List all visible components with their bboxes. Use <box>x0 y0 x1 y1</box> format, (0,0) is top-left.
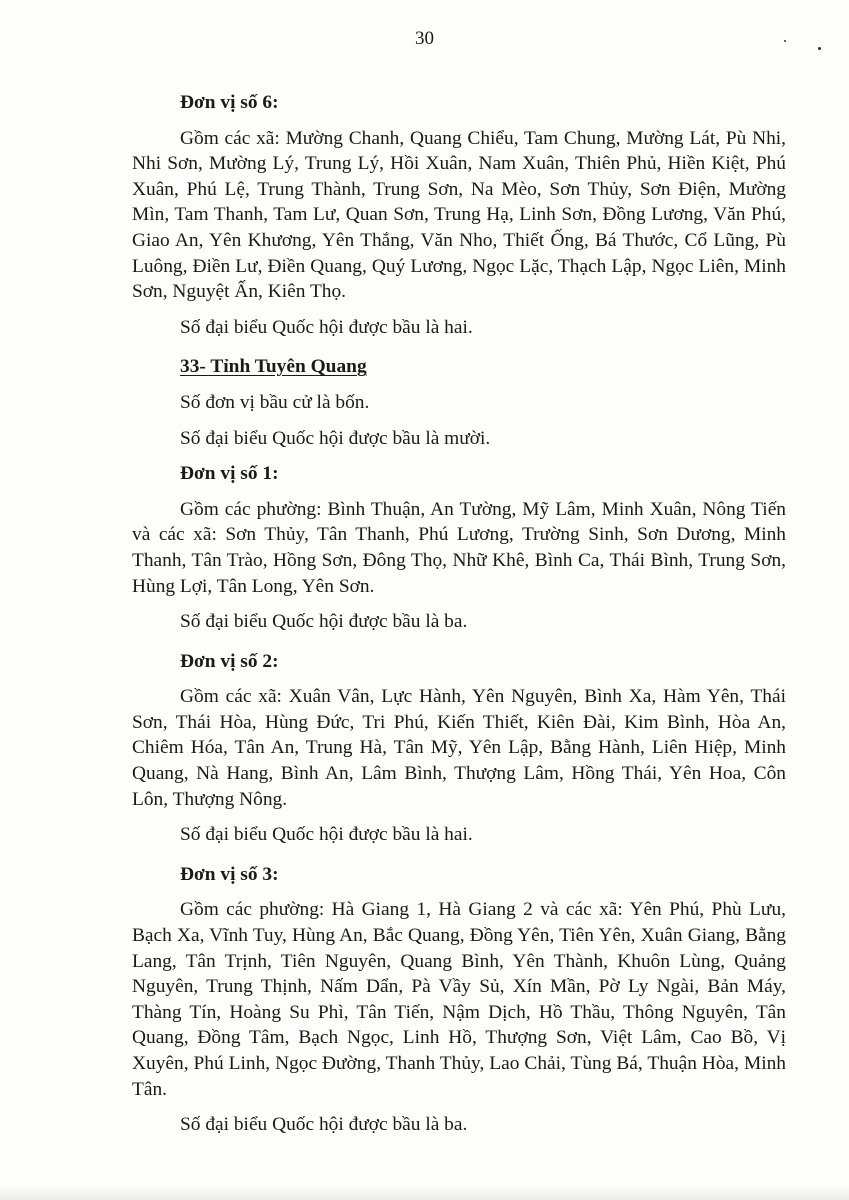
unit-6-delegates: Số đại biểu Quốc hội được bầu là hai. <box>180 316 473 338</box>
unit-3-delegates: Số đại biểu Quốc hội được bầu là ba. <box>180 1114 468 1136</box>
province-delegates-total: Số đại biểu Quốc hội được bầu là mười. <box>180 427 491 449</box>
page-number: 30 <box>415 28 434 49</box>
document-body <box>132 90 786 1148</box>
unit-6-communes: Gồm các xã: Mường Chanh, Quang Chiểu, Tam Chung, Mường Lát, Pù Nhi, Nhi Sơn, Mường Lý, Trung Lý, Hồi Xuân, Nam Xuân, Thiên Phủ, Hiền Kiệt, Phú Xuân, Phú Lệ, Trung Thành, Trung Sơn, Na Mèo, Sơn Thủy, Sơn Điện, Mường Mìn, Tam Thanh, Tam Lư, Quan Sơn, Trung Hạ, Linh Sơn, Đồng Lương, Văn Phú, Giao An, Yên Khương, Yên Thắng, Văn Nho, Thiết Ống, Bá Thước, Cổ Lũng, Pù Luông, Điền Lư, Điền Quang, Quý Lương, Ngọc Lặc, Thạch Lập, Ngọc Liên, Minh Sơn, Nguyệt Ấn, Kiên Thọ. <box>132 127 786 303</box>
unit-3-communes: Gồm các phường: Hà Giang 1, Hà Giang 2 và các xã: Yên Phú, Phù Lưu, Bạch Xa, Vĩnh Tuy, Hùng An, Bắc Quang, Đồng Yên, Tiên Yên, Xuân Giang, Bằng Lang, Tân Trịnh, Tiên Nguyên, Quang Bình, Yên Thành, Khuôn Lùng, Quảng Nguyên, Trung Thịnh, Nấm Dẩn, Pà Vầy Sủ, Xín Mần, Pờ Ly Ngài, Bản Máy, Thàng Tín, Hoàng Su Phì, Tân Tiến, Nậm Dịch, Hồ Thầu, Thông Nguyên, Tân Quang, Đồng Tâm, Bạch Ngọc, Linh Hồ, Thượng Sơn, Việt Lâm, Cao Bồ, Vị Xuyên, Phú Linh, Ngọc Đường, Thanh Thủy, Lao Chải, Tùng Bá, Thuận Hòa, Minh Tân. <box>132 899 786 1100</box>
scan-speck <box>784 40 786 42</box>
province-units-count: Số đơn vị bầu cử là bốn. <box>180 391 370 413</box>
unit-1-communes: Gồm các phường: Bình Thuận, An Tường, Mỹ Lâm, Minh Xuân, Nông Tiến và các xã: Sơn Thủy, Tân Thanh, Phú Lương, Trường Sinh, Sơn Dương, Minh Thanh, Tân Trào, Hồng Sơn, Đông Thọ, Nhữ Khê, Bình Ca, Thái Bình, Trung Sơn, Hùng Lợi, Tân Long, Yên Sơn. <box>132 498 786 597</box>
unit-3-heading: Đơn vị số 3: <box>180 863 279 885</box>
unit-1-heading: Đơn vị số 1: <box>180 463 279 485</box>
unit-2-heading: Đơn vị số 2: <box>180 650 279 672</box>
unit-6-heading: Đơn vị số 6: <box>180 92 279 113</box>
unit-2-delegates: Số đại biểu Quốc hội được bầu là hai. <box>180 824 473 846</box>
scan-edge-shade <box>0 1186 849 1200</box>
unit-2-communes: Gồm các xã: Xuân Vân, Lực Hành, Yên Nguyên, Bình Xa, Hàm Yên, Thái Sơn, Thái Hòa, Hùng Đức, Tri Phú, Kiến Thiết, Kiên Đài, Kim Bình, Hòa An, Chiêm Hóa, Tân An, Trung Hà, Tân Mỹ, Yên Lập, Bằng Hành, Liên Hiệp, Minh Quang, Nà Hang, Bình An, Lâm Bình, Thượng Lâm, Hồng Thái, Yên Hoa, Côn Lôn, Thượng Nông. <box>132 686 786 810</box>
unit-1-delegates: Số đại biểu Quốc hội được bầu là ba. <box>180 611 468 633</box>
scan-speck <box>818 47 821 50</box>
province-title: 33- Tỉnh Tuyên Quang <box>180 356 367 378</box>
